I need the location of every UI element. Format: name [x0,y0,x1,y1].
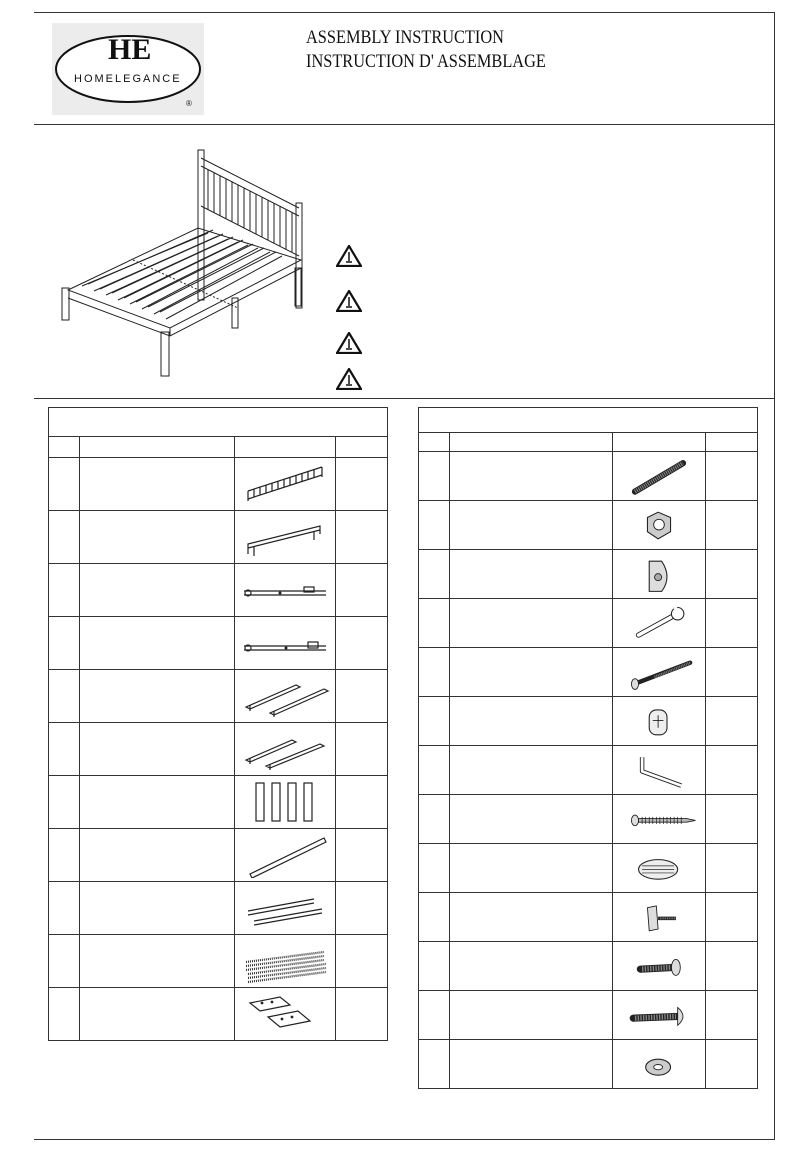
row-quantity-cell [706,795,758,844]
row-illustration-cell [235,776,336,829]
oval-plate-icon [619,848,699,889]
row-quantity-cell [706,844,758,893]
row-description-cell [450,991,613,1040]
slat-support-rails-b-icon [240,726,330,772]
row-illustration-cell [613,991,706,1040]
row-number-cell [49,617,80,670]
row-quantity-cell [336,564,388,617]
row-quantity-cell [706,599,758,648]
row-description-cell [80,988,235,1041]
row-description-cell [80,670,235,723]
row-illustration-cell [613,1040,706,1089]
row-description-cell [80,723,235,776]
row-description-cell [450,893,613,942]
row-illustration-cell [613,795,706,844]
row-illustration-cell [235,511,336,564]
row-number-cell [419,893,450,942]
row-description-cell [450,550,613,599]
slat-support-rails-icon [240,673,330,719]
row-description-cell [80,564,235,617]
row-number-cell [49,458,80,511]
row-description-cell [450,697,613,746]
parts-table-row [49,882,388,935]
row-quantity-cell [336,776,388,829]
row-quantity-cell [706,550,758,599]
row-illustration-cell [235,458,336,511]
row-illustration-cell [613,893,706,942]
row-quantity-cell [336,723,388,776]
hardware-table-row [419,893,758,942]
center-rail-icon [240,832,330,878]
title-english: ASSEMBLY INSTRUCTION [306,27,504,48]
threaded-rod-icon [619,456,699,497]
parts-table-row [49,829,388,882]
row-number-cell [49,564,80,617]
row-description-cell [450,746,613,795]
warning-triangle-icon [336,290,362,312]
hardware-table-row [419,942,758,991]
row-number-cell [419,599,450,648]
row-description-cell [450,599,613,648]
row-number-cell [419,1040,450,1089]
parts-table-row [49,617,388,670]
row-number-cell [49,723,80,776]
row-quantity-cell [336,829,388,882]
row-illustration-cell [613,746,706,795]
logo-registered: ® [186,99,192,108]
row-description-cell [450,1040,613,1089]
logo-brand: HOMELEGANCE [74,73,182,85]
row-quantity-cell [706,746,758,795]
row-number-cell [419,697,450,746]
hex-nut-icon [619,505,699,546]
row-quantity-cell [336,935,388,988]
row-illustration-cell [235,829,336,882]
row-illustration-cell [235,935,336,988]
row-illustration-cell [613,452,706,501]
section-divider [34,398,775,399]
row-quantity-cell [336,670,388,723]
row-description-cell [450,452,613,501]
parts-table-row [49,670,388,723]
row-number-cell [419,795,450,844]
parts-table-row [49,723,388,776]
washer-icon [619,1044,699,1085]
brackets-icon [240,991,330,1037]
row-illustration-cell [235,670,336,723]
row-quantity-cell [706,1040,758,1089]
row-number-cell [419,942,450,991]
hardware-table-row [419,501,758,550]
side-rail-right-icon [240,620,330,666]
wood-screw-icon [619,799,699,840]
row-number-cell [49,935,80,988]
row-quantity-cell [706,501,758,550]
allen-key-icon [619,750,699,791]
wrench-icon [619,603,699,644]
parts-table [48,407,388,1041]
hardware-table-row [419,746,758,795]
row-description-cell [80,882,235,935]
row-description-cell [80,776,235,829]
long-bolt-icon [619,652,699,693]
hardware-table-row [419,648,758,697]
row-illustration-cell [235,723,336,776]
row-number-cell [419,452,450,501]
row-illustration-cell [235,564,336,617]
row-quantity-cell [336,882,388,935]
row-quantity-cell [336,511,388,564]
hardware-table-row [419,550,758,599]
warning-triangle-icon [336,245,362,267]
hardware-table [418,407,758,1089]
row-description-cell [80,511,235,564]
barrel-nut-icon [619,701,699,742]
cam-lock-icon [619,554,699,595]
row-number-cell [49,988,80,1041]
row-number-cell [419,991,450,1040]
row-illustration-cell [613,501,706,550]
row-number-cell [419,648,450,697]
row-quantity-cell [336,617,388,670]
row-description-cell [450,501,613,550]
carriage-bolt-icon [619,995,699,1036]
headboard-icon [240,461,330,507]
logo-monogram: HE [108,33,152,66]
row-quantity-cell [706,991,758,1040]
parts-table-row [49,988,388,1041]
warning-triangle-icon [336,332,362,354]
parts-table-row [49,935,388,988]
row-description-cell [450,942,613,991]
hardware-table-title-row [419,408,758,433]
legs-icon [240,779,330,825]
parts-table-row [49,511,388,564]
row-description-cell [80,935,235,988]
title-french: INSTRUCTION D' ASSEMBLAGE [306,51,546,72]
row-number-cell [49,670,80,723]
row-description-cell [80,617,235,670]
parts-table-header-row [49,437,388,458]
row-number-cell [419,550,450,599]
row-quantity-cell [336,458,388,511]
row-illustration-cell [613,844,706,893]
row-number-cell [419,746,450,795]
row-illustration-cell [613,599,706,648]
parts-table-row [49,458,388,511]
row-quantity-cell [706,942,758,991]
row-number-cell [49,882,80,935]
row-number-cell [49,511,80,564]
parts-table-row [49,776,388,829]
row-illustration-cell [235,617,336,670]
row-description-cell [80,829,235,882]
slat-cleats-icon [240,885,330,931]
row-illustration-cell [613,550,706,599]
hardware-table-row [419,795,758,844]
row-number-cell [49,829,80,882]
row-quantity-cell [706,452,758,501]
row-description-cell [450,844,613,893]
hardware-table-row [419,1040,758,1089]
hardware-table-row [419,452,758,501]
homelegance-logo [52,23,204,115]
row-quantity-cell [706,648,758,697]
header-divider [34,124,775,125]
bed-illustration [58,148,328,380]
page-title [306,26,546,74]
short-bolt-icon [619,946,699,987]
parts-table-title-row [49,408,388,437]
hardware-table-row [419,599,758,648]
row-illustration-cell [235,988,336,1041]
parts-table-row [49,564,388,617]
hardware-table-row [419,844,758,893]
footboard-icon [240,514,330,560]
side-rail-left-icon [240,567,330,613]
row-quantity-cell [336,988,388,1041]
row-quantity-cell [706,697,758,746]
row-description-cell [450,795,613,844]
row-illustration-cell [613,648,706,697]
row-number-cell [49,776,80,829]
leveler-glide-icon [619,897,699,938]
row-number-cell [419,844,450,893]
row-number-cell [419,501,450,550]
hardware-table-row [419,697,758,746]
hardware-table-header-row [419,433,758,452]
row-description-cell [80,458,235,511]
row-quantity-cell [706,893,758,942]
row-illustration-cell [613,697,706,746]
row-illustration-cell [613,942,706,991]
hardware-table-row [419,991,758,1040]
row-description-cell [450,648,613,697]
slats-icon [240,938,330,984]
row-illustration-cell [235,882,336,935]
warning-triangle-icon [336,368,362,390]
